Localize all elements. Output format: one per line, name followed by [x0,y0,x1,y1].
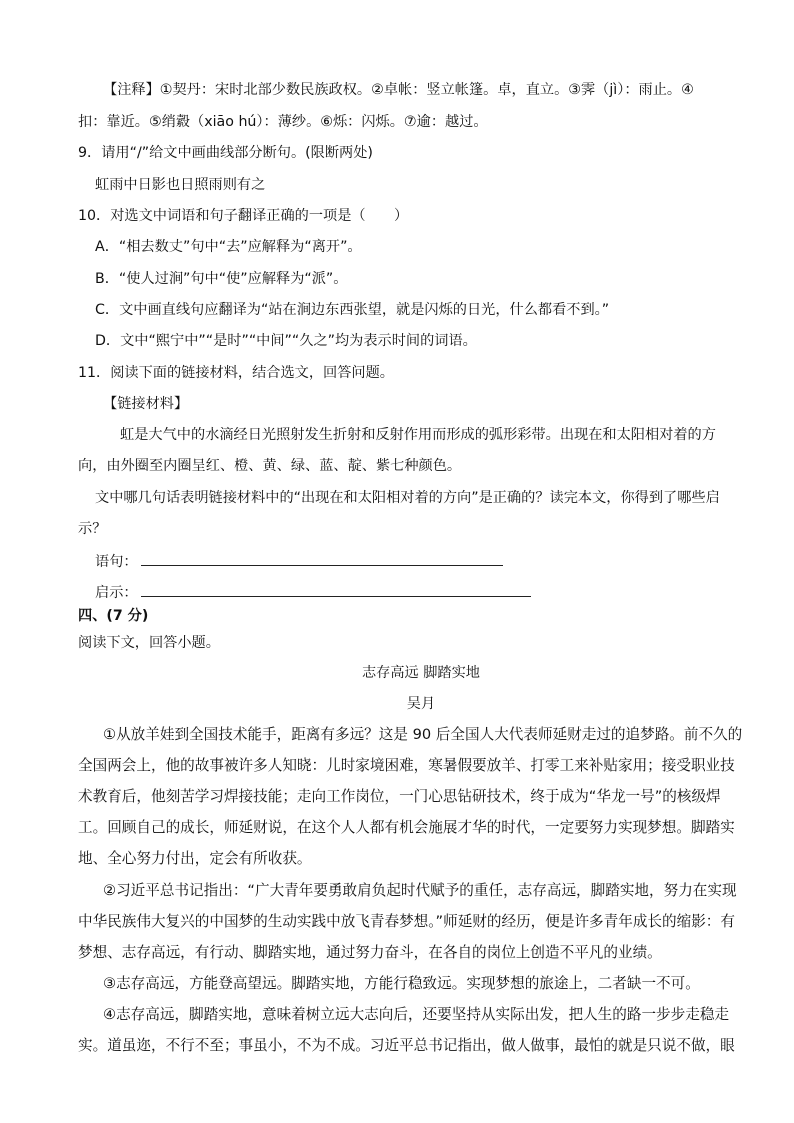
answer-blank-insight[interactable] [141,581,531,597]
answer-row-insight [95,581,531,603]
article-title: 志存高远 脚踏实地 [361,665,480,681]
section-4-heading: 四、(7 分) [78,608,149,624]
answer-label-sentence: 语句： [95,554,138,570]
paragraph-4-line-2: 实。道虽迩，不行不至；事虽小，不为不成。习近平总书记指出，做人做事，最怕的就是只说不做，眼 [78,1037,735,1054]
paragraph-1-line-5: 地、全心努力付出，定会有所收获。 [78,850,312,867]
question-9-sentence: 虹雨中日影也日照雨则有之 [95,177,266,193]
question-11-text-line-2: 示？ [78,521,107,537]
paragraph-4-line-1: ④志存高远，脚踏实地，意味着树立远大志向后，还要坚持从实际出发，把人生的路一步步走稳走 [103,1006,730,1023]
annotation-line-1: 【注释】①契丹：宋时北部少数民族政权。②卓帐：竖立帐篷。卓，直立。③霁（jì）：雨止。④ [103,82,694,98]
annotation-line-2: 扣：靠近。⑤绡縠（xiāo hú）：薄纱。⑥烁：闪烁。⑦逾：越过。 [78,114,488,130]
paragraph-2-line-3: 梦想、志存高远，有行动、脚踏实地，通过努力奋斗，在各自的岗位上创造不平凡的业绩。 [78,944,662,961]
link-material-heading: 【链接材料】 [103,396,189,412]
paragraph-2-line-1: ②习近平总书记指出：“广大青年要勇敢肩负起时代赋予的重任，志存高远，脚踏实地，努力在实现 [103,882,737,899]
question-11-text-line-1: 文中哪几句话表明链接材料中的“出现在和太阳相对着的方向”是正确的？读完本文，你得到了哪些启 [95,490,720,506]
answer-row-sentence [95,550,503,572]
question-11-prompt: 11．阅读下面的链接材料，结合选文，回答问题。 [78,365,394,381]
answer-blank-sentence[interactable] [141,550,503,566]
question-10-option-c: C．文中画直线句应翻译为“站在涧边东西张望，就是闪烁的日光，什么都看不到。” [95,302,610,318]
answer-label-insight: 启示： [95,585,138,601]
question-10-option-d: D．文中“熙宁中”“是时”“中间”“久之”均为表示时间的词语。 [95,333,477,349]
paragraph-1-line-4: 工。回顾自己的成长，师延财说，在这个人人都有机会施展才华的时代，一定要努力实现梦想。脚踏实 [78,819,735,836]
paragraph-3-line-1: ③志存高远，方能登高望远。脚踏实地，方能行稳致远。实现梦想的旅途上，二者缺一不可。 [103,975,700,992]
link-material-line-1: 虹是大气中的水滴经日光照射发生折射和反射作用而形成的弧形彩带。出现在和太阳相对着的方 [120,427,716,443]
question-10-option-b: B．“使人过涧”句中“使”应解释为“派”。 [95,271,348,287]
question-10-option-a: A．“相去数丈”句中“去”应解释为“离开”。 [95,239,362,255]
section-4-instruction: 阅读下文，回答小题。 [78,635,220,651]
paragraph-2-line-2: 中华民族伟大复兴的中国梦的生动实践中放飞青春梦想。”师延财的经历，便是许多青年成长的缩影：有 [78,913,735,930]
article-author: 吴月 [406,696,436,712]
paragraph-1-line-3: 术教育后，他刻苦学习焊接技能；走向工作岗位，一门心思钻研技术，终于成为“华龙一号”的核级焊 [78,788,721,805]
paragraph-1-line-2: 全国两会上，他的故事被许多人知晓：儿时家境困难，寒暑假要放羊、打零工来补贴家用；接受职业技 [78,757,735,774]
question-9-prompt: 9．请用“/”给文中画曲线部分断句。(限断两处) [78,145,373,161]
paragraph-1-line-1: ①从放羊娃到全国技术能手，距离有多远？这是 90 后全国人大代表师延财走过的追梦路。前不久的 [103,726,743,743]
link-material-line-2: 向，由外圈至内圈呈红、橙、黄、绿、蓝、靛、紫七种颜色。 [78,458,462,474]
question-10-prompt: 10．对选文中词语和句子翻译正确的一项是（ ） [78,208,409,224]
